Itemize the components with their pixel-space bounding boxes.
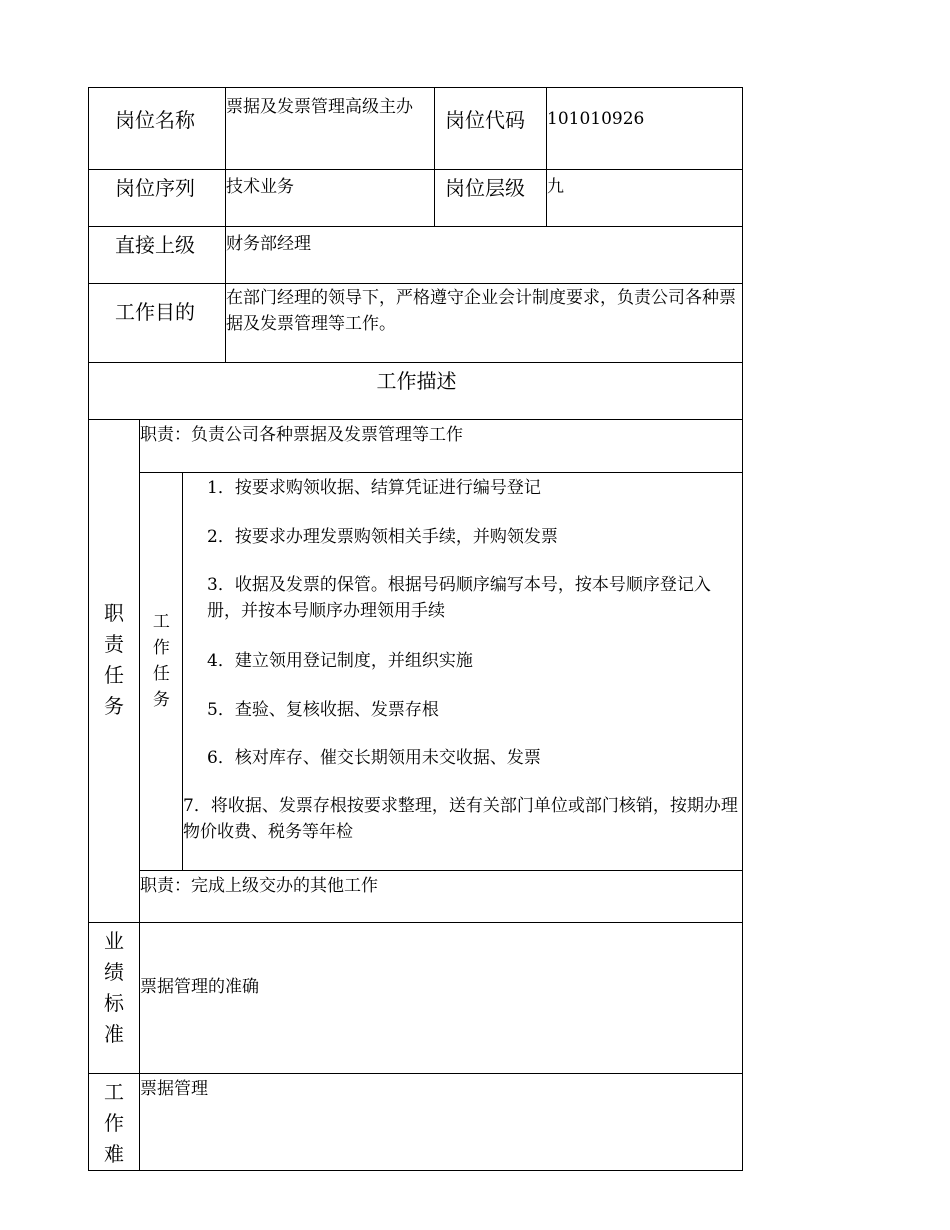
task-6: 6．核对库存、催交长期领用未交收据、发票 <box>207 748 541 768</box>
job-description-table <box>88 87 743 1171</box>
task-1: 1．按要求购领收据、结算凭证进行编号登记 <box>207 478 541 498</box>
purpose-label-cell <box>88 283 226 363</box>
position-code-value: 101010926 <box>547 109 645 129</box>
duty-2: 职责：完成上级交办的其他工作 <box>140 876 378 896</box>
position-level-label-cell <box>434 169 547 227</box>
task-2: 2．按要求办理发票购领相关手续，并购领发票 <box>207 527 558 547</box>
work-description-title: 工作描述 <box>376 369 457 393</box>
duty-1: 职责：负责公司各种票据及发票管理等工作 <box>140 425 463 445</box>
difficulty-label: 工作难 <box>104 1080 124 1166</box>
purpose-label: 工作目的 <box>115 300 195 324</box>
task-7: 7．将收据、发票存根按要求整理，送有关部门单位或部门核销，按期办理物价收费、税务等年检 <box>183 796 738 842</box>
performance-label-cell <box>88 922 140 1074</box>
work-description-title-cell <box>88 362 743 420</box>
position-code-label-cell <box>434 87 547 170</box>
purpose-value-cell <box>225 283 743 363</box>
task-4: 4．建立领用登记制度，并组织实施 <box>207 651 473 671</box>
position-name-value-cell <box>225 87 435 170</box>
task-3: 3．收据及发票的保管。根据号码顺序编写本号，按本号顺序登记入册，并按本号顺序办理领用手续 <box>207 575 711 621</box>
performance-value: 票据管理的准确 <box>140 977 259 997</box>
position-code-value-cell <box>546 87 743 170</box>
position-level-value-cell <box>546 169 743 227</box>
tasks-label-cell <box>139 472 183 871</box>
position-code-label: 岗位代码 <box>445 108 525 132</box>
position-level-value: 九 <box>547 177 564 197</box>
performance-value-cell <box>139 922 743 1074</box>
difficulty-value: 票据管理 <box>140 1079 208 1099</box>
task-5: 5．查验、复核收据、发票存根 <box>207 700 439 720</box>
difficulty-label-cell <box>88 1073 140 1171</box>
difficulty-value-cell <box>139 1073 743 1171</box>
supervisor-value-cell <box>225 226 743 284</box>
position-name-label-cell <box>88 87 226 170</box>
duty-2-cell <box>139 870 743 923</box>
duties-label: 职责任务 <box>104 601 124 718</box>
tasks-label: 工作任务 <box>152 612 170 710</box>
supervisor-value: 财务部经理 <box>226 234 311 254</box>
position-series-label: 岗位序列 <box>115 176 195 200</box>
purpose-value: 在部门经理的领导下，严格遵守企业会计制度要求，负责公司各种票据及发票管理等工作。 <box>226 288 736 334</box>
position-series-value: 技术业务 <box>226 177 294 197</box>
tasks-cell <box>182 472 743 871</box>
position-name-label: 岗位名称 <box>115 108 195 132</box>
position-series-label-cell <box>88 169 226 227</box>
position-name-value: 票据及发票管理高级主办 <box>226 97 413 117</box>
duty-1-cell <box>139 419 743 473</box>
duties-label-cell <box>88 419 140 923</box>
position-level-label: 岗位层级 <box>445 176 525 200</box>
supervisor-label-cell <box>88 226 226 284</box>
performance-label: 业绩标准 <box>104 929 124 1046</box>
supervisor-label: 直接上级 <box>115 233 195 257</box>
position-series-value-cell <box>225 169 435 227</box>
